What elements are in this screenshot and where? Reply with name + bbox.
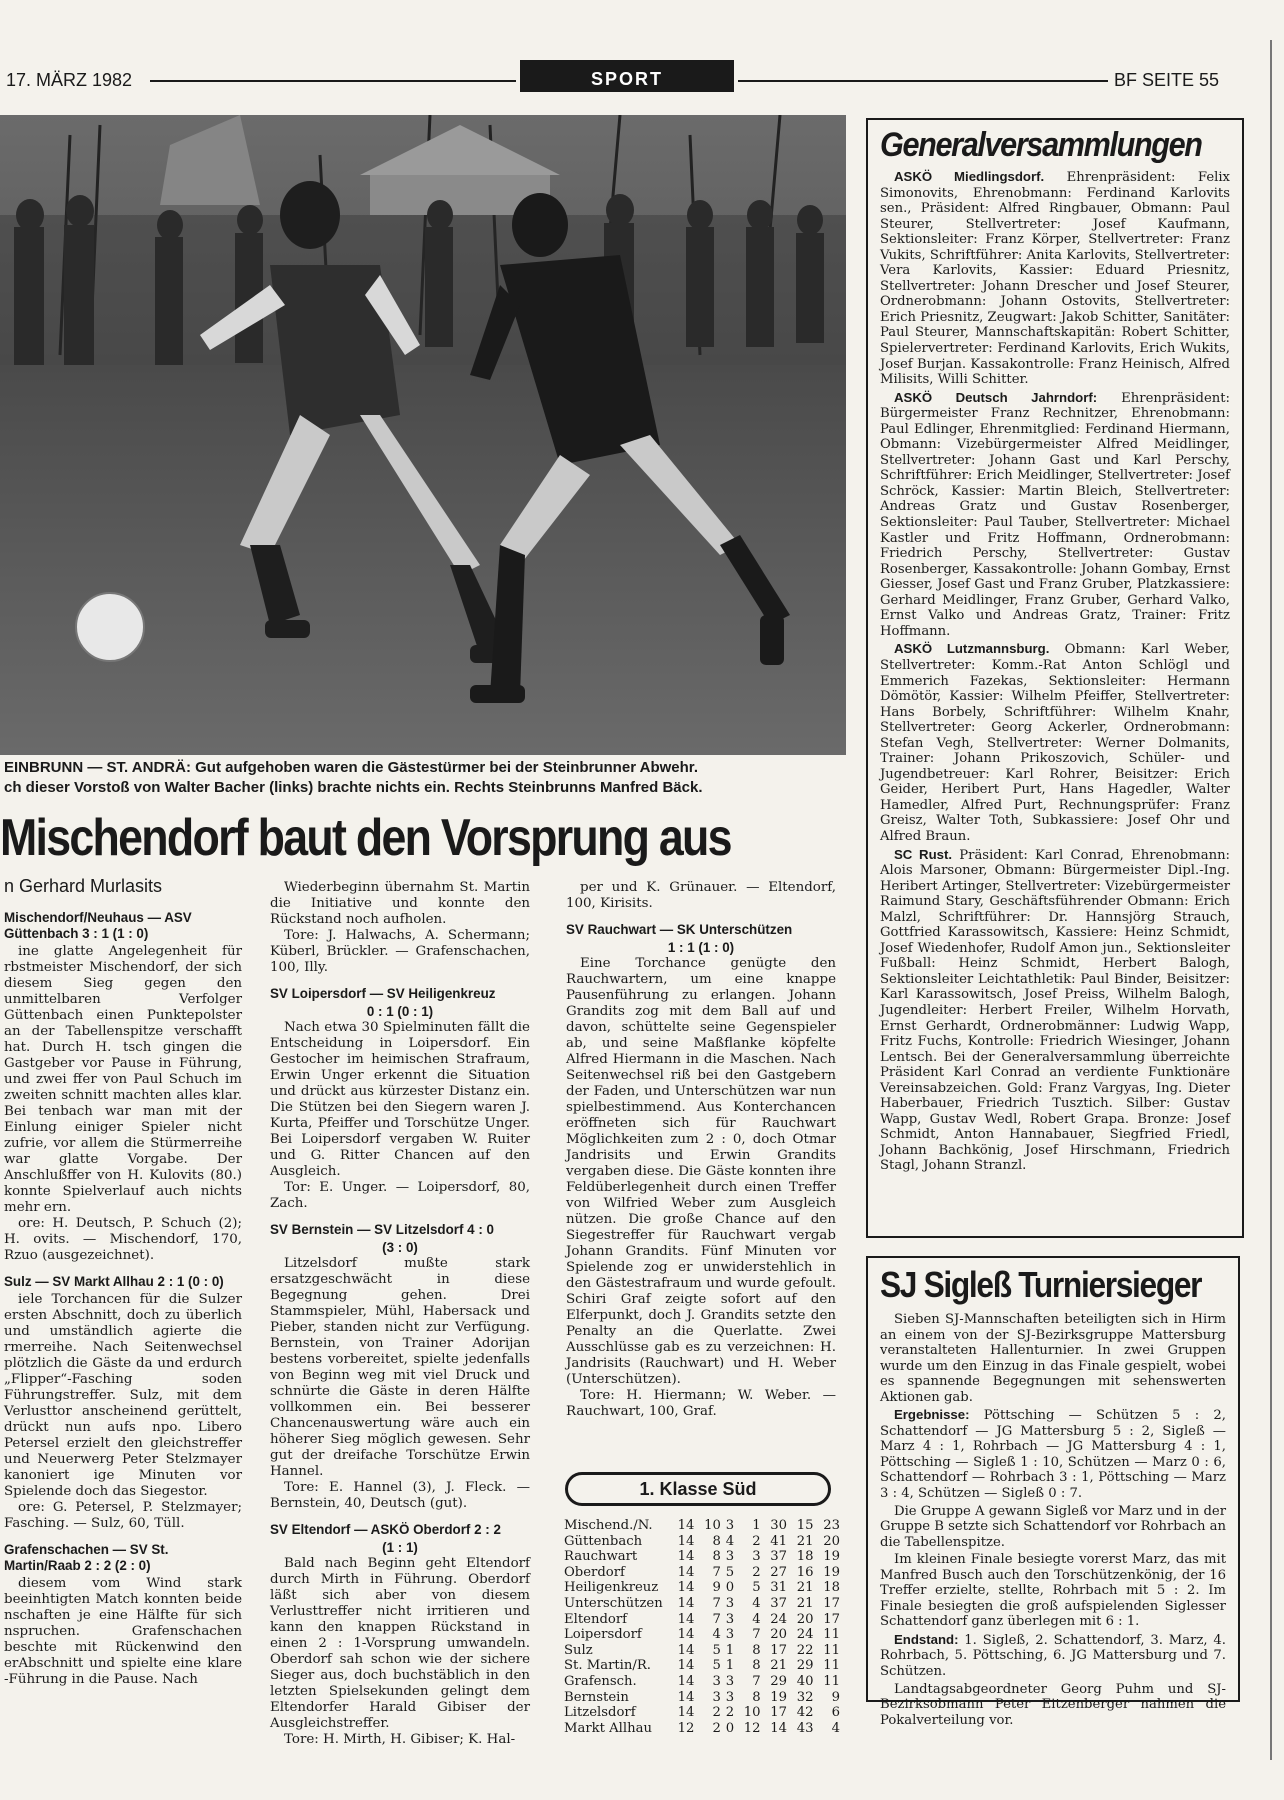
table-cell: 3 [752,1549,761,1565]
match-heading: SV Bernstein — SV Litzelsdorf 4 : 0 [270,1222,494,1237]
table-cell: 27 [770,1564,788,1580]
table-cell: 3 [725,1611,735,1627]
paragraph-text: 1. Sigleß, 2. Schattendorf, 3. Marz, 4. Rohrbach, 5. Pöttsching, 6. JG Mattersburg und 7. Schützen. [880,1632,1226,1680]
table-row [564,1518,840,1534]
paragraph-lead: Endstand: [894,1631,959,1647]
table-cell: 24 [796,1627,814,1643]
league-table [564,1518,840,1736]
table-cell: 3 [725,1518,735,1533]
table-cell: 14 [677,1673,695,1689]
box-paragraph [880,1504,1226,1551]
table-cell: 14 [677,1627,695,1643]
table-cell: 14 [677,1611,695,1627]
team-name: Mischend./N. [564,1518,653,1533]
table-cell: 14 [770,1720,788,1736]
team-name: Oberdorf [564,1564,625,1580]
team-name: Litzelsdorf [564,1705,636,1721]
table-cell: 19 [770,1689,788,1705]
article-paragraph: ore: H. Deutsch, P. Schuch (2); H. ovits. — Mischendorf, 170, Rzuo (ausgezeichnet). [4,1216,242,1263]
team-name: Unterschützen [564,1595,663,1611]
table-cell: 17 [770,1705,788,1721]
issue-date: 17. MÄRZ 1982 [6,70,133,90]
table-cell: 5 [712,1658,721,1674]
box-paragraph [880,1407,1226,1501]
table-cell: 2 [712,1705,721,1721]
table-cell: 3 [725,1627,735,1643]
table-row [564,1690,840,1706]
match-score: (3 : 0) [382,1240,418,1255]
table-row [564,1596,840,1612]
table-row [564,1565,840,1581]
caption-line-1: EINBRUNN — ST. ANDRÄ: Gut aufgehoben waren die Gästestürmer bei der Steinbrunner Abwehr. [4,759,698,776]
match-heading: SV Eltendorf — ASKÖ Oberdorf 2 : 2 [270,1522,501,1537]
match-score: (1 : 1) [382,1540,418,1555]
team-name: Loipersdorf [564,1627,642,1643]
table-cell: 7 [752,1627,761,1643]
paragraph-text: Präsident: Karl Conrad, Ehrenobmann: Alois Marsoner, Obmann: Bürgermeister Dipl.-Ing. Heribert Artinger, Stellvertreter: Vizebürgermeister Raimund Stary, Geschäftsführender Obmann: Erich Malzl, Schriftführer: Dr. Hannsjörg Strauch, Gottfried Karassowitsch, Kassiere: Heinz Schmidt, Josef Wiedenhofer, Rudolf Amon jun., Sektionsleiter Fußball: Heinz Schmidt, Herbert Balogh, Sektionsleiter Leichtathletik: Paul Binder, Beisitzer: Karl Karassowitsch, Josef Preiss, Wilhelm Balogh, Jugendleiter: Herbert Freiler, Wilhelm Horvath, Ernst Gerhardt, Ordnerobmänner: Ludwig Wapp, Fritz Fuchs, Kontrolle: Friedrich Wiesinger, Johann Lentsch. Bei der Generalversammlung überreichte Präsident Karl Conrad an verdiente Funktionäre Vereinsabzeichen. Gold: Franz Vargyas, Ing. Dieter Haberbauer, Friedrich Tusztich. Silber: Gustav Wapp, Gustav Wedl, Robert Grapa. Bronze: Josef Schmidt, Anton Hannabauer, Siegfried Friedl, Johann Bachkönig, Josef Hirschmann, Friedrich Stagl, Johann Stranzl. [880,847,1230,1174]
match-heading: Mischendorf/Neuhaus — ASV Güttenbach 3 : 1 (1 : 0) [4,910,192,941]
box-paragraph [880,1552,1226,1630]
table-cell: 2 [752,1564,761,1580]
article-paragraph: ine glatte Angelegenheit für rbstmeister Mischendorf, der sich diesem Sieg gegen den unmittelbaren Verfolger Güttenbach einen Punktepolster an der Tabellenspitze verschafft hat. Durch H. tsch gingen die Gastgeber vor Pause in Führung, und zwei ffer von Paul Schuch im zweiten schnitt machten alles klar. Bei tenbach war man mit der Einlung einiger Spieler nicht zufrie, vor allem die Stürmerreihe war glatte Vorgabe. Der Anschlußffer von H. Kulovits (80.) konnte Spielverlauf auch nichts mehr ern. [4,944,242,1215]
match-heading: SV Loipersdorf — SV Heiligenkreuz [270,986,496,1001]
table-cell: 18 [796,1549,814,1565]
article-paragraph: Eine Torchance genügte den Rauchwartern, um eine knappe Pausenführung zu erlangen. Johann Grandits zog mit dem Ball auf und davon, schüttelte seine Gegenspieler ab, und seine Maßflanke köpfelte Alfred Hiermann in die Maschen. Nach Seitenwechsel riß bei den Gastgebern der Faden, und Unterschützen war nun spielbestimmend. Aus Konterchancen eröffneten sich für Rauchwart Möglichkeiten zum 2 : 0, doch Otmar Jandrisits und Erwin Grandits vergaben diese. Die Gäste konnten ihre Feldüberlegenheit durch einen Treffer von Wilfried Weber zum Ausgleich nützen. Die große Chance auf den Siegestreffer für Rauchwart vergab Johann Grandits. Fünf Minuten vor Spielende zog er unwiderstehlich in den Gästestrafraum und wurde gefoult. Schiri Graf zeigte sofort auf den Elferpunkt, doch J. Grandits setzte den Penalty an die Querlatte. Zwei Ausschlüsse gab es zu verzeichnen: H. Jandrisits (Rauchwart) und H. Weber (Unterschützen). [566,956,836,1387]
table-cell: 20 [770,1627,788,1643]
table-cell: 14 [677,1705,695,1721]
table-cell: 42 [796,1705,814,1721]
match-score: 1 : 1 (1 : 0) [667,940,735,955]
table-cell: 4 [725,1533,735,1549]
table-row [564,1643,840,1659]
table-cell: 22 [796,1642,814,1658]
section-label: SPORT [520,60,734,92]
caption-line-2: ch dieser Vorstoß von Walter Bacher (links) brachte nichts ein. Rechts Steinbrunns Manfred Bäck. [4,779,703,796]
table-cell: 21 [796,1533,814,1549]
article-paragraph: ore: G. Petersel, P. Stelzmayer; Fasching. — Sulz, 60, Tüll. [4,1500,242,1531]
table-cell: 21 [796,1580,814,1596]
table-cell: 8 [752,1658,761,1674]
article-paragraph: diesem vom Wind stark beeinhtigten Match konnten beide nschaften je eine Hälfte für sich nspruchen. Grafenschachen beschte mit Rückenwind den erAbschnitt und spielte eine klare -Führung in die Pause. Nach [4,1576,242,1687]
box-paragraph [880,641,1230,844]
article-byline: n Gerhard Murlasits [4,876,163,896]
article-paragraph: Tore: J. Halwachs, A. Schermann; Küberl, Brückler. — Grafenschachen, 100, Illy. [270,928,530,975]
paragraph-lead: ASKÖ Miedlingsdorf. [894,169,1045,184]
table-cell: 31 [770,1580,788,1596]
table-cell: 10 [743,1705,761,1721]
table-cell: 14 [677,1658,695,1674]
table-row [564,1612,840,1628]
article-paragraph: Tore: H. Mirth, H. Gibiser; K. Hal- [284,1732,516,1747]
table-row [564,1549,840,1565]
paragraph-text: Ehrenpräsident: Felix Simonovits, Ehrenobmann: Ferdinand Karlovits sen., Präsident: Alfred Ringbauer, Obmann: Paul Steurer, Stellvertreter: Josef Kaufmann, Sektionsleiter: Franz Körper, Stellvertreter: Franz Vukits, Schriftführer: Anita Karlovits, Stellvertreter: Vera Karlovits, Kassier: Eduard Priesnitz, Stellvertreter: Johann Drescher und Josef Steurer, Ordnerobmann: Johann Ostovits, Stellvertreter: Erich Priesnitz, Zeugwart: Jakob Schitter, Sanitäter: Paul Steurer, Mannschaftskapitän: Robert Schitter, Spielervertreter: Ferdinand Karlovits, Erich Wukits, Josef Burjan. Kassakontrolle: Franz Heinisch, Alfred Milisits, Willi Schitter. [880,170,1230,388]
general-assemblies-text [880,169,1230,1174]
team-name: Güttenbach [564,1533,643,1549]
paragraph-lead: ASKÖ Deutsch Jahrndorf: [894,389,1098,405]
table-cell: 11 [823,1627,840,1643]
article-column-3 [566,880,836,1420]
table-cell: 24 [770,1611,788,1627]
table-cell: 32 [796,1689,814,1705]
box-paragraph [880,1312,1226,1405]
table-cell: 9 [712,1580,721,1596]
table-cell: 7 [712,1564,721,1580]
table-cell: 41 [770,1533,788,1549]
article-paragraph: Tore: E. Hannel (3), J. Fleck. — Bernstein, 40, Deutsch (gut). [270,1480,530,1511]
table-cell: 1 [725,1658,735,1674]
table-cell: 3 [725,1689,735,1705]
article-paragraph: Wiederbeginn übernahm St. Martin die Initiative und konnte den Rückstand noch aufholen. [270,880,530,927]
match-heading: Grafenschachen — SV St. Martin/Raab 2 : 2 (2 : 0) [4,1542,169,1573]
match-score: 0 : 1 (0 : 1) [366,1004,434,1019]
table-cell: 20 [823,1533,840,1549]
team-name: Grafensch. [564,1673,637,1689]
table-cell: 11 [823,1658,840,1674]
article-paragraph: Tor: E. Unger. — Loipersdorf, 80, Zach. [270,1180,530,1211]
table-cell: 12 [677,1720,695,1736]
table-cell: 23 [823,1518,840,1533]
article-column-1 [4,910,242,1688]
table-cell: 18 [823,1580,840,1596]
table-cell: 7 [712,1595,721,1611]
team-name: Heiligenkreuz [564,1580,659,1596]
paragraph-lead: ASKÖ Lutzmannsburg. [894,641,1050,657]
table-row [564,1658,840,1674]
table-cell: 29 [796,1658,814,1674]
team-name: Rauchwart [564,1549,638,1565]
team-name: Markt Allhau [564,1720,652,1736]
table-cell: 40 [796,1673,814,1689]
paragraph-text: Die Gruppe A gewann Sigleß vor Marz und in der Gruppe B setzte sich Schattendorf vor Rohrbach an die Tabellenspitze. [880,1503,1226,1550]
table-cell: 29 [770,1673,788,1689]
article-column-2 [270,880,530,1748]
table-cell: 37 [770,1549,788,1565]
table-cell: 20 [796,1611,814,1627]
table-cell: 8 [712,1549,721,1565]
table-cell: 11 [823,1673,840,1689]
table-cell: 3 [725,1549,735,1565]
photo-caption [4,758,844,798]
table-cell: 37 [770,1595,788,1611]
match-heading: Sulz — SV Markt Allhau 2 : 1 (0 : 0) [4,1274,224,1289]
team-name: Eltendorf [564,1611,628,1627]
table-cell: 14 [677,1518,695,1533]
paragraph-text: Pöttsching — Schützen 5 : 2, Schattendorf — JG Mattersburg 5 : 2, Sigleß — Marz 4 : 1, Rohrbach — JG Mattersburg 4 : 1, Pöttsching — Sigleß 1 : 10, Schützen — Marz 0 : 6, Schattendorf — Rohrbach 3 : 1, Pöttsching — Marz 3 : 4, Schützen — Sigleß 0 : 7. [880,1408,1226,1502]
table-cell: 19 [823,1549,840,1565]
table-row [564,1721,840,1737]
paragraph-text: Sieben SJ-Mannschaften beteiligten sich in Hirm an einem von der SJ-Bezirksgruppe Mattersburg veranstalteten Hallenturnier. In zwei Gruppen wurde um den Einzug in das Finale gespielt, wobei es spannende Begegnungen mit sehenswerten Aktionen gab. [880,1312,1226,1405]
table-cell: 5 [725,1564,735,1580]
match-photo [0,115,846,755]
page-edge-rule [1270,40,1272,1760]
table-cell: 6 [831,1705,840,1721]
sj-tournament-text [880,1312,1226,1728]
table-cell: 3 [712,1673,721,1689]
table-row [564,1534,840,1550]
table-cell: 9 [831,1689,840,1705]
table-cell: 14 [677,1689,695,1705]
table-cell: 11 [823,1642,840,1658]
table-cell: 4 [752,1595,761,1611]
table-cell: 17 [823,1611,840,1627]
table-cell: 16 [796,1564,814,1580]
paragraph-text: Obmann: Karl Weber, Stellvertreter: Komm.-Rat Anton Schlögl und Emmerich Fazekas, Sektionsleiter: Hermann Dömötör, Kassier: Wilhelm Pfeiffer, Stellvertreter: Hans Borbely, Schriftführer: Wilhelm Knahr, Stellvertreter: Georg Ackerler, Ordnerobmann: Stefan Vegh, Stellvertreter: Werner Dolmanits, Trainer: Johann Prikoszovich, Schüler- und Jugendbetreuer: Karl Rohrer, Beisitzer: Erich Geider, Heribert Purt, Hans Hagedler, Walter Hamedler, Alfred Purt, Rechnungsprüfer: Franz Greisz, Walter Toth, Subkassiere: Josef Ohr und Alfred Braun. [880,642,1230,844]
table-cell: 30 [770,1518,788,1533]
table-cell: 0 [725,1580,735,1596]
table-cell: 17 [823,1595,840,1611]
header-rule-right [738,80,1108,82]
table-cell: 7 [752,1673,761,1689]
paragraph-lead: SC Rust. [894,846,953,862]
table-cell: 17 [770,1642,788,1658]
paragraph-lead: Ergebnisse: [894,1407,970,1423]
box-paragraph [880,169,1230,388]
table-cell: 1 [752,1518,761,1533]
table-cell: 8 [712,1533,721,1549]
header-rule-left [150,80,516,82]
table-cell: 14 [677,1564,695,1580]
article-paragraph: per und K. Grünauer. — Eltendorf, 100, Kirisits. [566,880,836,911]
table-cell: 8 [752,1642,761,1658]
table-cell: 21 [770,1658,788,1674]
table-cell: 2 [725,1705,735,1721]
table-cell: 21 [796,1595,814,1611]
box-paragraph [880,390,1230,640]
team-name: St. Martin/R. [564,1658,651,1674]
table-cell: 8 [752,1689,761,1705]
team-name: Bernstein [564,1689,629,1705]
table-cell: 12 [743,1720,761,1736]
table-cell: 3 [712,1689,721,1705]
table-cell: 19 [823,1564,840,1580]
table-cell: 3 [725,1673,735,1689]
table-cell: 0 [725,1720,735,1736]
table-cell: 2 [752,1533,761,1549]
general-assemblies-title: Generalversammlungen [880,126,1202,164]
table-cell: 15 [796,1518,814,1533]
article-headline: Mischendorf baut den Vorsprung aus [0,809,731,867]
box-paragraph [880,1632,1226,1680]
table-cell: 7 [712,1611,721,1627]
league-table-title: 1. Klasse Süd [565,1472,831,1506]
box-paragraph [880,1682,1226,1729]
table-cell: 14 [677,1642,695,1658]
article-paragraph: Tore: H. Hiermann; W. Weber. — Rauchwart, 100, Graf. [566,1388,836,1419]
article-paragraph: Litzelsdorf mußte stark ersatzgeschwächt in diese Begegnung gehen. Drei Stammspieler, Mühl, Habersack und Pieber, standen nicht zur Verfügung. Bernstein, von Trainer Adorijan bestens vorbereitet, spielte jedenfalls von Beginn weg mit viel Druck und schnürte die Gäste in deren Hälfte vollkommen ein. Bei besserer Chancenauswertung wäre auch ein höherer Sieg möglich gewesen. Sehr gut der dreifache Torschütze Erwin Hannel. [270,1256,530,1479]
article-paragraph: Nach etwa 30 Spielminuten fällt die Entscheidung in Loipersdorf. Ein Gestocher im heimischen Strafraum, Erwin Unger erkennt die Situation und drückt aus kürzester Distanz ein. Die Stützen bei den Siegern waren J. Kurta, Pfeiffer und Torschütze Unger. Bei Loipersdorf vergaben W. Ruiter und G. Ritter Chancen auf den Ausgleich. [270,1020,530,1179]
article-paragraph: iele Torchancen für die Sulzer ersten Abschnitt, doch zu überlich und umständlich agierte die rmerreihe. Nach Seitenwechsel plötzlich die Gäste da und erdurch „Flipper“-Fasching soden Führungstreffer. Sulz, mit dem Verlusttor anscheinend gerüttelt, drückt nun aufs npo. Libero Petersel erzielt den gleichstreffer und Neuerwerg Peter Stelzmayer kanoniert ige Minuten vor Spielende doch das Siegestor. [4,1292,242,1499]
table-cell: 10 [704,1518,721,1533]
paragraph-text: Im kleinen Finale besiegte vorerst Marz, das mit Manfred Busch auch den Torschützenkönig, der 16 Treffer erzielte, stellte, Rohrbach mit 5 : 2. Im Finale besiegten die groß aufspielenden Siglesser Schattendorf ganz überlegen mit 6 : 1. [880,1552,1226,1630]
table-row [564,1580,840,1596]
table-cell: 14 [677,1533,695,1549]
sj-tournament-title: SJ Sigleß Turniersieger [880,1264,1202,1305]
general-assemblies-box [866,118,1244,1238]
article-paragraph: Bald nach Beginn geht Eltendorf durch Mirth in Führung. Oberdorf läßt sich aber von diesem Verlusttreffer nicht irritieren und kann den knappen Rückstand in einen 2 : 1-Vorsprung umwandeln. Oberdorf sah schon wie der sichere Sieger aus, doch buchstäblich in den letzten Spielsekunden gelingt dem Eltendorfer Harald Gibiser der Ausgleichstreffer. [270,1556,530,1731]
table-cell: 4 [752,1611,761,1627]
table-cell: 43 [796,1720,814,1736]
table-row [564,1674,840,1690]
table-cell: 5 [712,1642,721,1658]
table-row [564,1627,840,1643]
table-cell: 14 [677,1580,695,1596]
table-cell: 3 [725,1595,735,1611]
table-cell: 4 [712,1627,721,1643]
paragraph-text: Ehrenpräsident: Bürgermeister Franz Rechnitzer, Ehrenobmann: Paul Edlinger, Ehrenmitglied: Ferdinand Hiermann, Obmann: Vizebürgermeister Alfred Meidlinger, Stellvertreter: Johann Gast und Karl Perschy, Schriftführer: Erich Meidlinger, Stellvertreter: Josef Schröck, Kassier: Martin Bleich, Stellvertreter: Andreas Gratz und Gustav Rosenberger, Sektionsleiter: Paul Tauber, Stellvertreter: Michael Kastler und Fritz Hoffmann, Ordnerobmann: Friedrich Perschy, Stellvertreter: Gustav Rosenberger, Kassakontrolle: Johann Gombay, Ernst Giesser, Josef Gast und Franz Gruber, Platzkassiere: Gerhard Meidlinger, Franz Gruber, Gerhard Valko, Ernst Valko und Andreas Gratz, Trainer: Fritz Hoffmann. [880,390,1230,639]
table-row [564,1705,840,1721]
team-name: Sulz [564,1642,593,1658]
table-cell: 14 [677,1595,695,1611]
paragraph-text: Landtagsabgeordneter Georg Puhm und SJ-Bezirksobmann Peter Eitzenberger nahmen die Pokalverteilung vor. [880,1681,1226,1728]
sj-tournament-box [866,1256,1240,1728]
match-heading: SV Rauchwart — SK Unterschützen [566,922,793,937]
table-cell: 2 [712,1720,721,1736]
table-cell: 14 [677,1549,695,1565]
table-cell: 4 [831,1720,840,1736]
table-cell: 5 [752,1580,761,1596]
table-cell: 1 [725,1642,735,1658]
box-paragraph [880,847,1230,1174]
page-number: BF SEITE 55 [1114,70,1220,90]
